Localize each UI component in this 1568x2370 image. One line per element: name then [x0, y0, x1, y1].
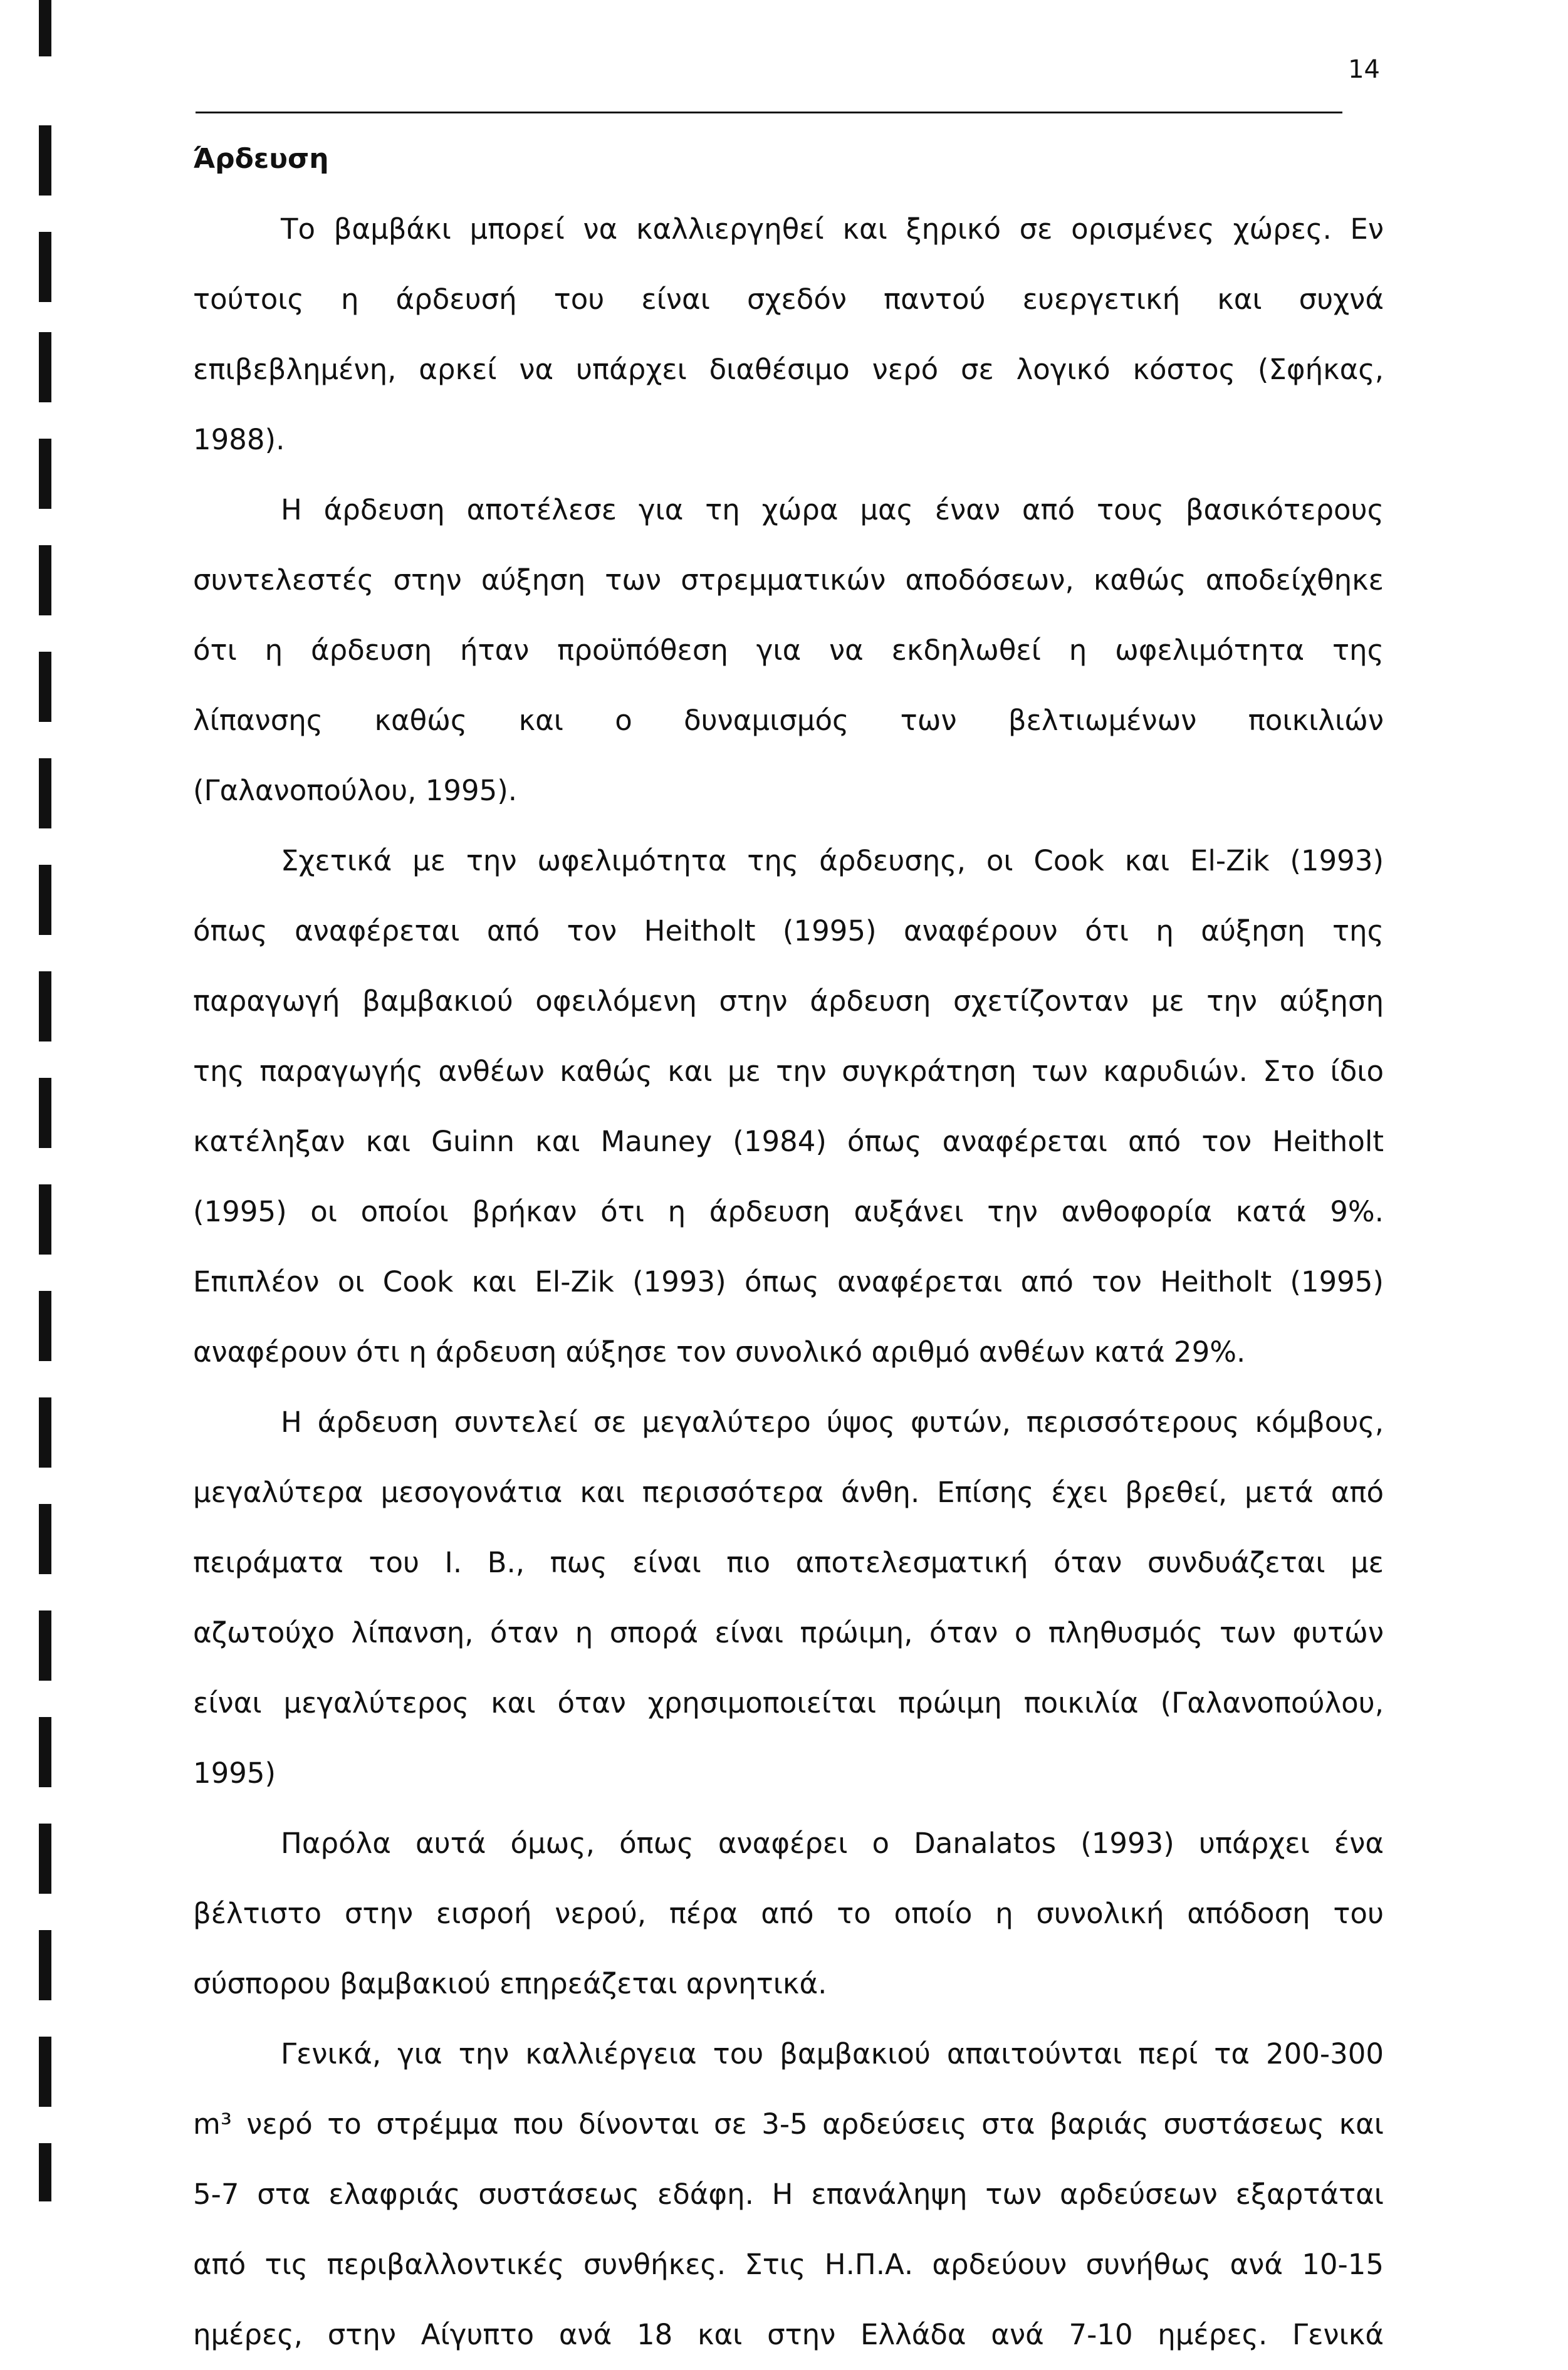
binding-mark [39, 1824, 51, 1894]
binding-mark [39, 332, 51, 402]
binding-mark [39, 1184, 51, 1255]
binding-mark [39, 1610, 51, 1681]
text-line: λίπανσης καθώς και ο δυναμισμός των βελτιωμένων ποικιλιών [193, 704, 1384, 737]
text-line: Γενικά, για την καλλιέργεια του βαμβακιού απαιτούνται περί τα 200-300 [281, 2037, 1384, 2070]
page-number: 14 [1348, 55, 1380, 84]
binding-mark [39, 545, 51, 615]
text-line: 1995) [193, 1757, 276, 1790]
binding-mark [39, 652, 51, 722]
text-line: ημέρες, στην Αίγυπτο ανά 18 και στην Ελλάδα ανά 7-10 ημέρες. Γενικά [193, 2318, 1384, 2351]
text-line: από τις περιβαλλοντικές συνθήκες. Στις Η.Π.Α. αρδεύουν συνήθως ανά 10-15 [193, 2248, 1384, 2281]
binding-mark [39, 2143, 51, 2201]
binding-mark [39, 2037, 51, 2107]
text-line: τούτοις η άρδευσή του είναι σχεδόν παντού ευεργετική και συχνά [193, 283, 1384, 316]
body-text [193, 194, 1384, 2370]
binding-mark [39, 758, 51, 828]
text-line: (1995) οι οποίοι βρήκαν ότι η άρδευση αυξάνει την ανθοφορία κατά 9%. [193, 1195, 1384, 1228]
binding-mark [39, 1397, 51, 1468]
text-line: παραγωγή βαμβακιού οφειλόμενη στην άρδευση σχετίζονταν με την αύξηση [193, 984, 1384, 1018]
text-line: είναι μεγαλύτερος και όταν χρησιμοποιείται πρώιμη ποικιλία (Γαλανοπούλου, [193, 1686, 1384, 1720]
binding-mark [39, 1717, 51, 1787]
binding-mark [39, 971, 51, 1041]
binding-mark [39, 439, 51, 509]
text-line: Σχετικά με την ωφελιμότητα της άρδευσης, οι Cook και El-Zik (1993) [281, 844, 1384, 877]
text-line: πειράματα του Ι. Β., πως είναι πιο αποτελεσματική όταν συνδυάζεται με [193, 1546, 1384, 1579]
binding-mark [39, 1930, 51, 2000]
binding-mark [39, 1504, 51, 1574]
binding-mark [39, 125, 51, 196]
text-line: βέλτιστο στην εισροή νερού, πέρα από το οποίο η συνολική απόδοση του [193, 1897, 1384, 1930]
scan-binding-marks [39, 0, 55, 2201]
text-line: Επιπλέον οι Cook και El-Zik (1993) όπως αναφέρεται από τον Heitholt (1995) [193, 1265, 1384, 1298]
text-line: κατέληξαν και Guinn και Mauney (1984) όπως αναφέρεται από τον Heitholt [193, 1125, 1384, 1158]
text-line: Παρόλα αυτά όμως, όπως αναφέρει ο Danalatos (1993) υπάρχει ένα [281, 1827, 1384, 1860]
binding-mark [39, 865, 51, 935]
text-line: 5-7 στα ελαφριάς συστάσεως εδάφη. Η επανάληψη των αρδεύσεων εξαρτάται [193, 2178, 1384, 2211]
text-line: 1988). [193, 423, 285, 456]
text-line: μεγαλύτερα μεσογονάτια και περισσότερα άνθη. Επίσης έχει βρεθεί, μετά από [193, 1476, 1384, 1509]
section-title: Άρδευση [193, 143, 329, 175]
text-line: αζωτούχο λίπανση, όταν η σπορά είναι πρώιμη, όταν ο πληθυσμός των φυτών [193, 1616, 1384, 1649]
text-line: Το βαμβάκι μπορεί να καλλιεργηθεί και ξηρικό σε ορισμένες χώρες. Εν [281, 212, 1384, 246]
binding-mark [39, 0, 51, 56]
text-line: ότι η άρδευση ήταν προϋπόθεση για να εκδηλωθεί η ωφελιμότητα της [193, 634, 1384, 667]
text-line: (Γαλανοπούλου, 1995). [193, 774, 518, 807]
binding-mark [39, 232, 51, 302]
text-line: της παραγωγής ανθέων καθώς και με την συγκράτηση των καρυδιών. Στο ίδιο [193, 1055, 1384, 1088]
text-line: Η άρδευση αποτέλεσε για τη χώρα μας έναν από τους βασικότερους [281, 493, 1384, 526]
text-line: σύσπορου βαμβακιού επηρεάζεται αρνητικά. [193, 1967, 827, 2000]
text-line: Η άρδευση συντελεί σε μεγαλύτερο ύψος φυτών, περισσότερους κόμβους, [281, 1406, 1384, 1439]
text-line: όπως αναφέρεται από τον Heitholt (1995) αναφέρουν ότι η αύξηση της [193, 914, 1384, 947]
text-line: αναφέρουν ότι η άρδευση αύξησε τον συνολικό αριθμό ανθέων κατά 29%. [193, 1335, 1246, 1369]
text-line: επιβεβλημένη, αρκεί να υπάρχει διαθέσιμο νερό σε λογικό κόστος (Σφήκας, [193, 353, 1384, 386]
header-rule [196, 112, 1342, 113]
binding-mark [39, 1078, 51, 1148]
text-line: συντελεστές στην αύξηση των στρεμματικών αποδόσεων, καθώς αποδείχθηκε [193, 563, 1384, 597]
binding-mark [39, 1291, 51, 1361]
text-line: m³ νερό το στρέμμα που δίνονται σε 3-5 αρδεύσεις στα βαριάς συστάσεως και [193, 2107, 1384, 2141]
